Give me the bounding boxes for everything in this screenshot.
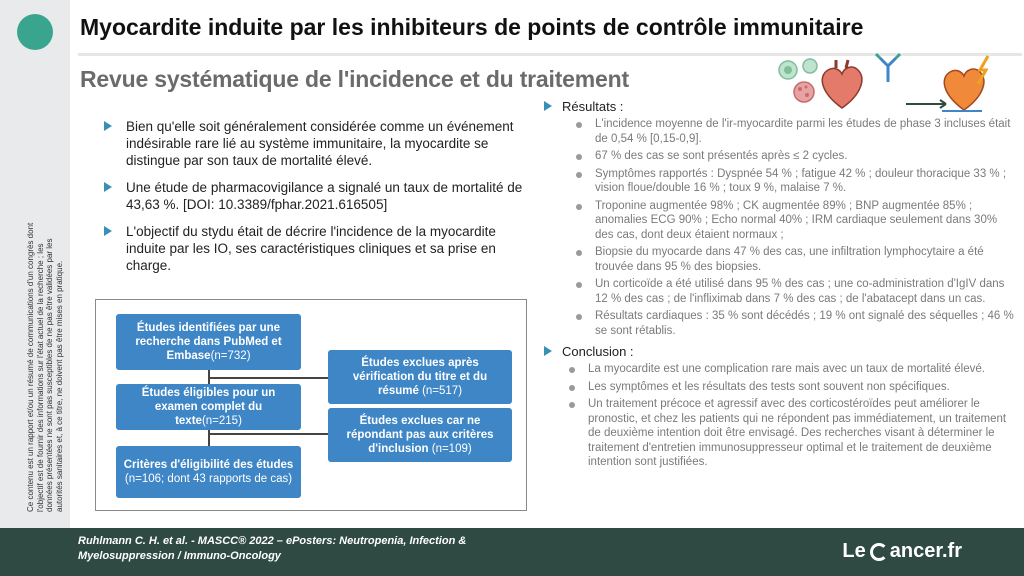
triangle-bullet-icon <box>544 101 552 111</box>
results-item: Troponine augmentée 98% ; CK augmentée 89% ; BNP augmentée 85% ; anomalies ECG 90% ; Echo normal 40% ; IRM cardiaque seulement dans 30% des cas, dont deux étaient normaux ; <box>540 199 1018 243</box>
brand-logo: Le ancer.fr <box>842 540 962 562</box>
flow-box-excluded-criteria: Études exclues car ne répondant pas aux critères d'inclusion (n=109) <box>328 408 512 462</box>
triangle-bullet-icon <box>104 182 112 192</box>
conclusion-section <box>540 344 1018 470</box>
cells-icon <box>779 59 817 102</box>
footer-bar <box>0 528 1024 576</box>
triangle-bullet-icon <box>104 226 112 236</box>
conclusion-item: Les symptômes et les résultats des tests sont souvent non spécifiques. <box>540 380 1018 395</box>
bullet-dot-icon <box>576 154 582 160</box>
flow-box-excluded-title: Études exclues après vérification du titre et du résumé (n=517) <box>328 350 512 404</box>
bullet-dot-icon <box>576 204 582 210</box>
intro-item: Bien qu'elle soit généralement considérée comme un événement indésirable rare lié au système immunitaire, la myocardite se distingue par son taux de mortalité élevé. <box>100 118 530 169</box>
triangle-bullet-icon <box>104 121 112 131</box>
results-item: L'incidence moyenne de l'ir-myocardite parmi les études de phase 3 incluses était de 0,54 % [0,15-0,9]. <box>540 117 1018 146</box>
antibody-icon <box>876 54 900 82</box>
side-disclaimer: Ce contenu est un rapport et/ou un résumé de communications d'un congrès dont l'objectif est de fournir des informations sur l'état actuel de la recherche ; les données présentées ne sont pas susceptibles de ne pas être validées par les autorités sanitaires et, à ce titre, ne doivent pas être mises en pratique. <box>26 222 64 512</box>
intro-item: Une étude de pharmacovigilance a signalé un taux de mortalité de 43,63 %. [DOI: 10.3389/fphar.2021.616505] <box>100 179 530 213</box>
flow-box-eligible: Études éligibles pour un examen complet du texte(n=215) <box>116 384 301 430</box>
page-subtitle: Revue systématique de l'incidence et du traitement <box>80 66 629 92</box>
bullet-dot-icon <box>576 282 582 288</box>
conclusion-item: Un traitement précoce et agressif avec des corticostéroïdes peut améliorer le pronostic, et chez les patients qui ne répondent pas immédiatement, un traitement de deuxième intention doit être envisagé. Des recherches visant à déterminer le traitement d'entretien immunosuppresseur optimal et le traitement de deuxième intention sont justifiées. <box>540 397 1018 470</box>
bullet-dot-icon <box>576 250 582 256</box>
flow-box-identified: Études identifiées par une recherche dans PubMed et Embase(n=732) <box>116 314 301 370</box>
triangle-bullet-icon <box>544 346 552 356</box>
results-item: Symptômes rapportés : Dyspnée 54 % ; fatigue 42 % ; douleur thoracique 33 % ; vision floue/double 16 % ; toux 9 %, malaise 7 %. <box>540 167 1018 196</box>
bullet-dot-icon <box>569 402 575 408</box>
conclusion-item: La myocardite est une complication rare mais avec un taux de mortalité élevé. <box>540 362 1018 377</box>
results-section <box>540 99 1018 473</box>
results-heading: Résultats : <box>540 99 1018 114</box>
footer-citation: Ruhlmann C. H. et al. - MASCC® 2022 – ePosters: Neutropenia, Infection & Myelosuppression / Immuno-Oncology <box>78 535 467 562</box>
intro-list <box>100 118 530 284</box>
bullet-dot-icon <box>576 314 582 320</box>
bullet-dot-icon <box>569 367 575 373</box>
results-item: Un corticoïde a été utilisé dans 95 % des cas ; une co-administration d'IgIV dans 12 % des cas ; de l'infliximab dans 7 % des cas ; de l'abatacept dans un cas. <box>540 277 1018 306</box>
brand-c-icon <box>870 543 888 561</box>
flow-box-criteria: Critères d'éligibilité des études (n=106; dont 43 rapports de cas) <box>116 446 301 498</box>
bullet-dot-icon <box>576 172 582 178</box>
results-item: Résultats cardiaques : 35 % sont décédés ; 19 % ont signalé des séquelles ; 46 % se sont rétablis. <box>540 309 1018 338</box>
bullet-dot-icon <box>576 122 582 128</box>
conclusion-heading: Conclusion : <box>540 344 1018 359</box>
bullet-dot-icon <box>569 385 575 391</box>
logo-circle-icon <box>17 14 53 50</box>
connector-to-excl1 <box>209 377 329 379</box>
flow-diagram <box>95 299 527 511</box>
connector-to-excl2 <box>209 433 329 435</box>
page-title: Myocardite induite par les inhibiteurs de points de contrôle immunitaire <box>80 14 864 40</box>
results-item: 67 % des cas se sont présentés après ≤ 2 cycles. <box>540 149 1018 164</box>
intro-item: L'objectif du stydu était de décrire l'incidence de la myocardite induite par les IO, ses caractéristiques cliniques et sa prise en charge. <box>100 223 530 274</box>
results-item: Biopsie du myocarde dans 47 % des cas, une infiltration lymphocytaire a été trouvée dans 95 % des biopsies. <box>540 245 1018 274</box>
